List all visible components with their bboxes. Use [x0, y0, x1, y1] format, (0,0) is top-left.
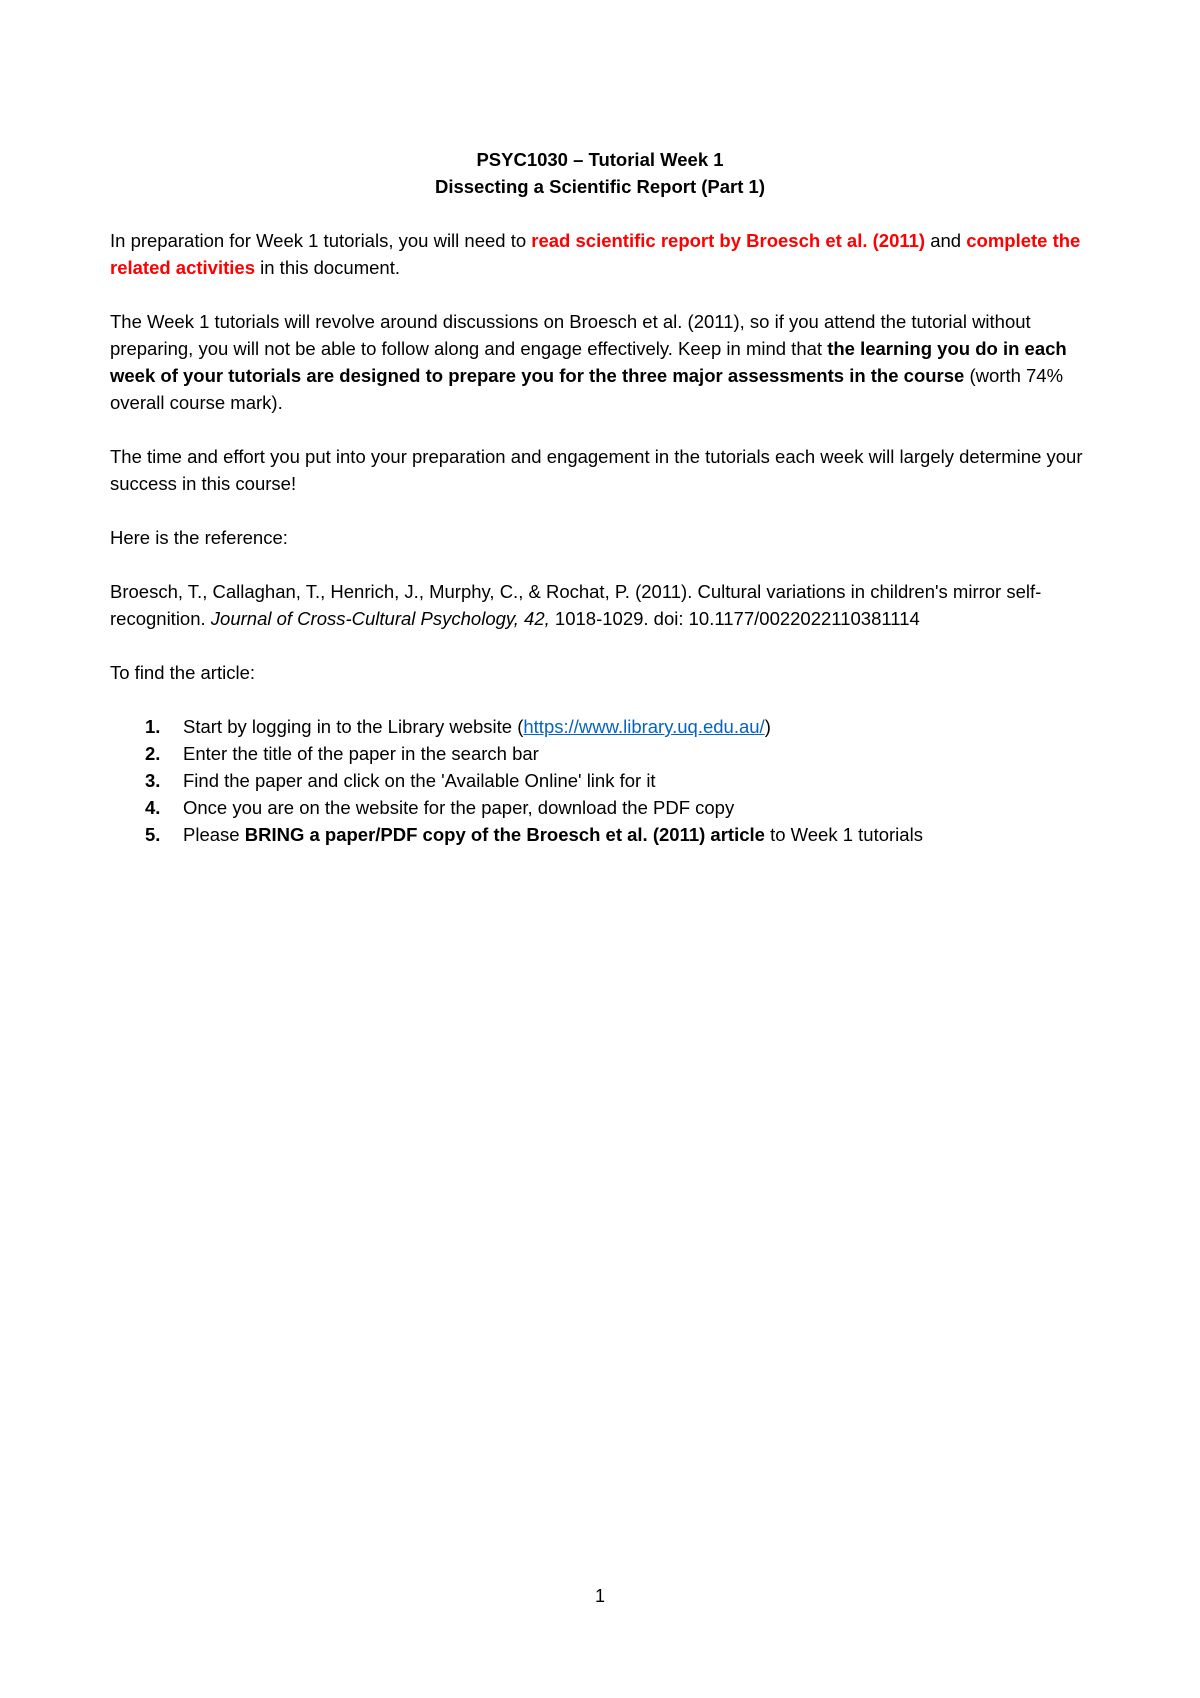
step-number: 5.	[145, 824, 161, 845]
document-content	[110, 146, 1090, 848]
page-number: 1	[594, 1586, 605, 1606]
step-text: Find the paper and click on the 'Available Online' link for it	[183, 770, 656, 791]
step-number: 1.	[145, 716, 161, 737]
list-item	[110, 740, 1090, 767]
citation-text: 1018-1029. doi: 10.1177/0022022110381114	[549, 608, 920, 629]
library-website-link[interactable]: https://www.library.uq.edu.au/	[523, 716, 765, 737]
emphasis-learning: the learning you do in each week of your tutorials are designed to prepare you for the three major assessments in the course	[110, 338, 1067, 386]
list-item	[110, 794, 1090, 821]
intro-text: In preparation for Week 1 tutorials, you will need to	[110, 230, 532, 251]
step-text: Once you are on the website for the paper, download the PDF copy	[183, 797, 735, 818]
step-text: to Week 1 tutorials	[764, 824, 923, 845]
instructions-list	[110, 713, 1090, 848]
title-line-2: Dissecting a Scientific Report (Part 1)	[434, 176, 765, 197]
citation-journal: Journal of Cross-Cultural Psychology, 42,	[210, 608, 550, 629]
intro-text: in this document.	[255, 257, 400, 278]
document-title	[110, 146, 1090, 200]
step-number: 3.	[145, 770, 161, 791]
instructions-heading: To find the article:	[110, 662, 255, 683]
list-item	[110, 767, 1090, 794]
intro-paragraph-1	[110, 227, 1090, 281]
title-line-1: PSYC1030 – Tutorial Week 1	[476, 149, 724, 170]
intro-paragraph-2	[110, 308, 1090, 416]
highlight-complete-activities: complete the related activities	[110, 230, 1081, 278]
step-text: Please	[183, 824, 245, 845]
step-number: 4.	[145, 797, 161, 818]
step-text: Enter the title of the paper in the search bar	[183, 743, 539, 764]
step-text: )	[764, 716, 771, 737]
intro-text: The Week 1 tutorials will revolve around discussions on Broesch et al. (2011), so if you attend the tutorial without preparing, you will not be able to follow along and engage effectively. Keep in mind that	[110, 311, 1031, 359]
intro-text: and	[925, 230, 967, 251]
highlight-read-report: read scientific report by Broesch et al. (2011)	[531, 230, 926, 251]
intro-text: (worth 74% overall course mark).	[110, 365, 1064, 413]
step-number: 2.	[145, 743, 161, 764]
citation-text: Broesch, T., Callaghan, T., Henrich, J., Murphy, C., & Rochat, P. (2011). Cultural variations in children's mirror self-recognition.	[110, 581, 1042, 629]
intro-paragraph-3: The time and effort you put into your preparation and engagement in the tutorials each week will largely determine your success in this course!	[110, 446, 1083, 494]
step-text: Start by logging in to the Library website (	[183, 716, 524, 737]
emphasis-bring-copy: BRING a paper/PDF copy of the Broesch et al. (2011) article	[244, 824, 765, 845]
list-item	[110, 821, 1090, 848]
reference-heading: Here is the reference:	[110, 527, 288, 548]
reference-citation	[110, 578, 1090, 632]
list-item	[110, 713, 1090, 740]
